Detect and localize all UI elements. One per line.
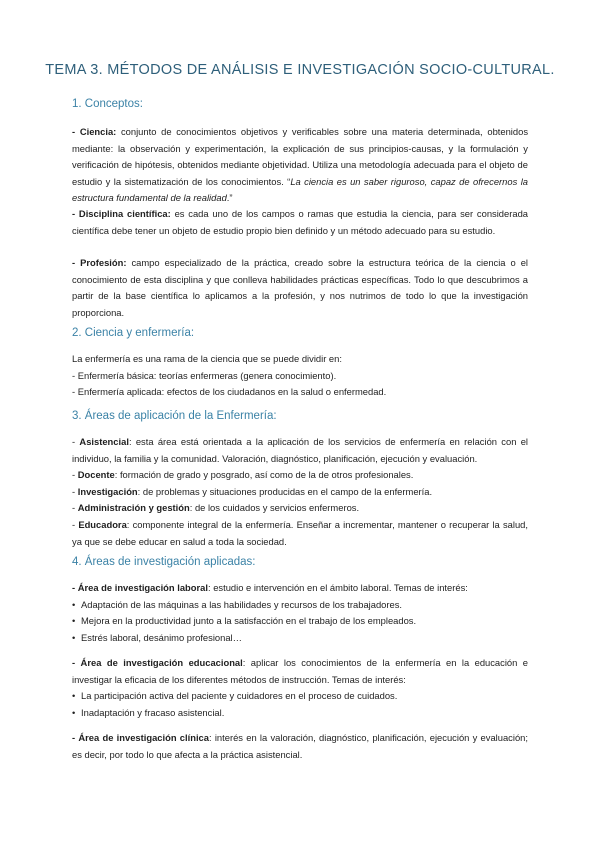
paragraph-investigacion-educacional xyxy=(72,655,528,721)
term-educadora: Educadora xyxy=(78,518,127,530)
text-ciencia: conjunto de conocimientos objetivos y verificables sobre una materia determinada, obtenidos mediante: la observación y experimentación, la explicación de sus principios-causas, y la formulación y verificación de hipótesis, obtenidos mediante objetividad. Utiliza una metodología adecuada para el objeto de estudio y la sistematización de los conocimientos. “ xyxy=(72,126,529,187)
section-heading-conceptos: 1. Conceptos: xyxy=(72,98,143,110)
page-title: TEMA 3. MÉTODOS DE ANÁLISIS E INVESTIGACIÓN SOCIO-CULTURAL. xyxy=(45,62,555,78)
text-educacional: : aplicar los conocimientos de la enfermería en la educación e investigar la eficacia de los diferentes métodos de instrucción. Temas de interés: xyxy=(72,657,528,685)
paragraph-investigacion-clinica xyxy=(72,730,528,763)
term-administracion: Administración y gestión xyxy=(77,502,190,514)
quote-ciencia: La ciencia es un saber riguroso, capaz de ofrecernos la estructura fundamental de la realidad xyxy=(72,175,528,204)
text-disciplina: es cada uno de los campos o ramas que estudia la ciencia, para ser considerada científica debe tener un objeto de estudio propio bien definido y un método adecuado para su estudio. xyxy=(72,208,528,236)
text-investigacion: : de problemas y situaciones producidas en el campo de la enfermería. xyxy=(137,485,433,497)
term-ciencia: - Ciencia: xyxy=(72,126,117,137)
term-disciplina: - Disciplina científica: xyxy=(72,208,171,219)
list-item xyxy=(72,517,528,550)
paragraph-profesion xyxy=(72,255,528,321)
bullet-item xyxy=(72,705,528,722)
intro-text: La enfermería es una rama de la ciencia que se puede dividir en: xyxy=(72,353,342,364)
dash: - xyxy=(72,469,78,481)
bullet-item xyxy=(72,597,528,614)
bullet-icon: • xyxy=(72,631,76,643)
bullet-text: La participación activa del paciente y cuidadores en el proceso de cuidados. xyxy=(81,690,398,702)
bullet-item xyxy=(72,688,528,705)
section-heading-areas-aplicacion: 3. Áreas de aplicación de la Enfermería: xyxy=(72,410,277,422)
bullet-text: Estrés laboral, desánimo profesional… xyxy=(81,631,243,643)
quote-end: .” xyxy=(226,192,233,204)
bullet-text: Inadaptación y fracaso asistencial. xyxy=(81,706,225,718)
text-profesion: campo especializado de la práctica, creado sobre la estructura teórica de la ciencia o el conocimiento de esta disciplina y que conlleva habilidades prácticas específicas. Todo lo que descubrimos a partir de la base científica lo aplicamos a la profesión, y nos nutrimos de todo lo que la investigación proporciona. xyxy=(72,257,528,318)
list-item xyxy=(72,467,528,484)
dash: - xyxy=(72,518,79,530)
text-educadora: : componente integral de la enfermería. Enseñar a incrementar, mantener o recuperar la salud, ya que se debe educar en salud a toda la sociedad. xyxy=(72,518,528,547)
section-heading-ciencia-enfermeria: 2. Ciencia y enfermería: xyxy=(72,327,195,339)
term-profesion: - Profesión: xyxy=(72,257,127,268)
list-item: - Enfermería básica: teorías enfermeras (genera conocimiento). xyxy=(72,369,337,381)
term-investigacion: Investigación xyxy=(77,485,138,497)
term-docente: Docente xyxy=(77,469,115,481)
dash: - xyxy=(72,502,78,514)
text-administracion: : de los cuidados y servicios enfermeros. xyxy=(189,502,360,514)
educacional-intro xyxy=(72,655,528,688)
bullet-icon: • xyxy=(72,598,76,610)
text-clinica: : interés en la valoración, diagnóstico, planificación, ejecución y evaluación; es decir, por todo lo que afecta a la práctica asistencial. xyxy=(72,732,528,760)
laboral-intro xyxy=(72,580,528,597)
bullet-icon: • xyxy=(72,690,76,702)
list-item: - Enfermería aplicada: efectos de los ciudadanos en la salud o enfermedad. xyxy=(72,386,387,398)
list-item xyxy=(72,500,528,517)
paragraph-ciencia-enfermeria xyxy=(72,351,528,401)
paragraph-disciplina xyxy=(72,206,528,239)
term-educacional: - Área de investigación educacional xyxy=(72,657,243,668)
paragraph-investigacion-laboral xyxy=(72,580,528,646)
bullet-text: Adaptación de las máquinas a las habilidades y recursos de los trabajadores. xyxy=(81,598,403,610)
text-docente: : formación de grado y posgrado, así como de la de otros profesionales. xyxy=(114,469,414,481)
text-laboral: : estudio e intervención en el ámbito laboral. Temas de interés: xyxy=(207,582,468,593)
term-clinica: - Área de investigación clínica xyxy=(72,732,209,743)
text-asistencial: : esta área está orientada a la aplicación de los servicios de enfermería en relación con el individuo, la familia y la comunidad. Valoración, diagnóstico, planificación, ejecución y evaluación. xyxy=(72,436,528,464)
bullet-icon: • xyxy=(72,615,76,627)
list-item xyxy=(72,434,528,467)
bullet-item xyxy=(72,613,528,630)
term-asistencial: Asistencial xyxy=(79,436,129,447)
paragraph-areas-aplicacion xyxy=(72,434,528,550)
dash: - xyxy=(72,436,80,447)
section-heading-areas-investigacion: 4. Áreas de investigación aplicadas: xyxy=(72,556,256,568)
paragraph-ciencia xyxy=(72,124,528,207)
bullet-text: Mejora en la productividad junto a la satisfacción en el trabajo de los empleados. xyxy=(81,615,417,627)
dash: - xyxy=(72,485,78,497)
bullet-icon: • xyxy=(72,706,76,718)
term-laboral: - Área de investigación laboral xyxy=(72,582,208,593)
list-item xyxy=(72,484,528,501)
bullet-item xyxy=(72,630,528,647)
